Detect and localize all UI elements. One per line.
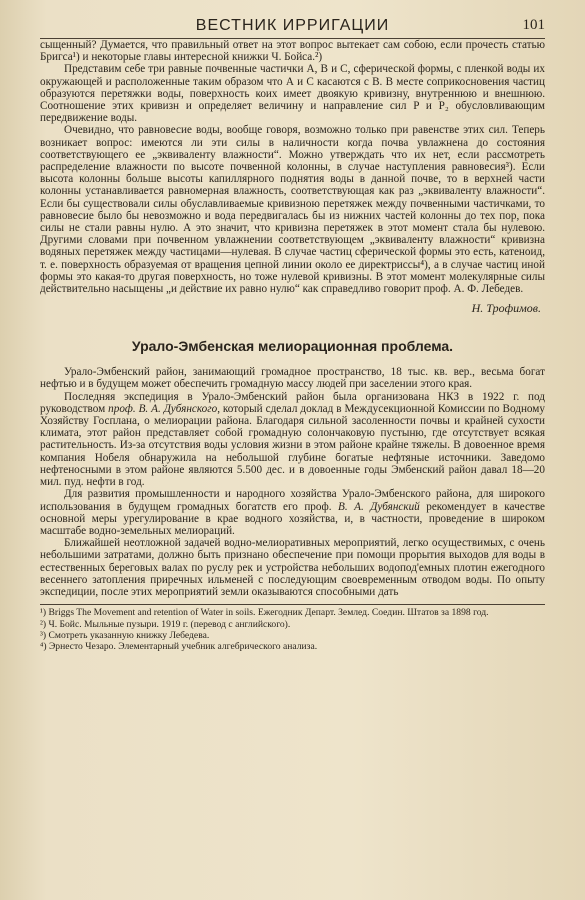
text-run: Последняя экспедиция в Урало-Эмбенский район была организована НКЗ в 1922 г. под руководством xyxy=(40,390,545,415)
page-number: 101 xyxy=(522,17,545,33)
author-signature: Н. Трофимов. xyxy=(471,301,541,316)
footnote: ⁴) Эрнесто Чезаро. Элементарный учебник алгебрического анализа. xyxy=(40,641,318,653)
paragraph xyxy=(40,488,545,537)
article-trofimov xyxy=(40,39,545,598)
footnote: ¹) Briggs The Movement and retention of Water in soils. Ежегодник Департ. Землед. Соедин. Штатов за 1898 год. xyxy=(40,607,489,619)
footnote: ³) Смотреть указанную книжку Лебедева. xyxy=(40,629,210,641)
text-run: Для развития промышленности и народного хозяйства Урало-Эмбенского района, для широкого использования в будущем громадных богатств его проф. xyxy=(40,488,545,513)
paragraph: Очевидно, что равновесие воды, вообще говоря, возможно только при равенстве этих сил. Теперь возникает вопрос: имеются ли эти силы в наличности когда почва увлажнена до состояния соответствующего ее „эквиваленту влажности“. Можно утверждать что их нет, если рассмотреть распределение влажности по высоте почвенной колонны, в случае наступления равновесия³). Если высота колонны больше высоты капиллярного поднятия воды в данной почве, то в верхней части колонны устанавливается равномерная влажность, соответствующая как раз „эквиваленту влажности“. Если бы существовали силы обуславливаемые кривизною перетяжек между почвенными частичками, то равновесие было бы невозможно и вода передвигалась бы из нижних частей колонны до тех пор, пока силы не стали равны нулю. А это значит, что кривизна перетяжек в этот момент стала бы нулевою. Другими словами при почвенном увлажнении соответствующем „эквиваленту влажности“ кривизна водяных перетяжек между частицами—нулевая. В случае частиц сферической формы это есть, катеноид, т. е. поверхность образуемая от вращения цепной линии около ее директриссы⁴), а в случае частиц иной формы это какая-то другая поверхность, но тоже нулевой кривизны. В этот момент молекулярные силы действительно насыщены „и действие их равно нулю“ как справедливо говорит проф. А. Ф. Лебедев. xyxy=(40,124,545,296)
article-title: Урало-Эмбенская мелиорационная проблема. xyxy=(131,338,454,355)
emphasized-name: проф. В. А. Дубянского xyxy=(108,402,218,415)
footnotes xyxy=(40,604,545,653)
paragraph: Представим себе три равные почвенные частички А, В и С, сферической формы, с пленкой воды их окружающей и расположенные таким образом что А и С касаются с В. В месте соприкосновения частиц образуются перетяжки воды, поверхность коих имеет двоякую кривизну, внутреннюю и внешнюю. Соотношение этих кривизн и определяет величину и направление сил P и P₂ обусловливающим передвижение воды. xyxy=(40,63,545,125)
journal-title: ВЕСТНИК ИРРИГАЦИИ xyxy=(195,17,390,34)
footnote: ²) Ч. Бойс. Мыльные пузыри. 1919 г. (перевод с английского). xyxy=(40,618,291,630)
paragraph xyxy=(40,391,545,489)
text-run: рекомендует в качестве основной меры урегулирование в крае водного хозяйства, и, в частности, проведение в широком масштабе водно-земельных мелиораций. xyxy=(40,500,545,537)
paragraph: Ближайшей неотложной задачей водно-мелиоративных мероприятий, легко осуществимых, с очень небольшими затратами, должно быть признано обеспечение при помощи прорытия выходов для воды в естественных береговых валах по руслу рек и устройства небольших водопод'емных плотин ежегодного весеннего затопления приречных ильменей с последующим своевременным отводом воды. По опыту экспедиции, после этих мероприятий земли оказываются способными дать xyxy=(40,537,545,598)
text-run: , который сделал доклад в Междусекционной Комиссии по Водному Хозяйству Госплана, о мелиорации района. Благодаря сильной засоленности почвы и крайней сухости климата, этот район представляет собой громадную солончаковую пустыню, где отсутствует всякая растительность. Из-за отсутствия воды условия жизни в этом районе крайне тяжелы. В довоенное время компания Нобеля обнаружила на небольшой глубине богатые нефтяные источники. Заведомо нефтеносными в этом районе являются 5.500 дес. и в довоенные годы Эмбенский район давал 18—20 мил. пуд. нефти в год. xyxy=(40,402,545,489)
emphasized-name: В. А. Дубянский xyxy=(338,500,420,513)
paragraph: сыщенный? Думается, что правильный ответ на этот вопрос вытекает сам собою, если прочесть статью Бригса¹) и некоторые главы интересной книжки Ч. Бойса.²) xyxy=(40,39,545,64)
paragraph: Урало-Эмбенский район, занимающий громадное пространство, 18 тыс. кв. вер., весьма богат нефтью и в будущем может обеспечить громадную массу людей при заселении этого края. xyxy=(40,366,545,391)
running-header xyxy=(40,0,545,39)
